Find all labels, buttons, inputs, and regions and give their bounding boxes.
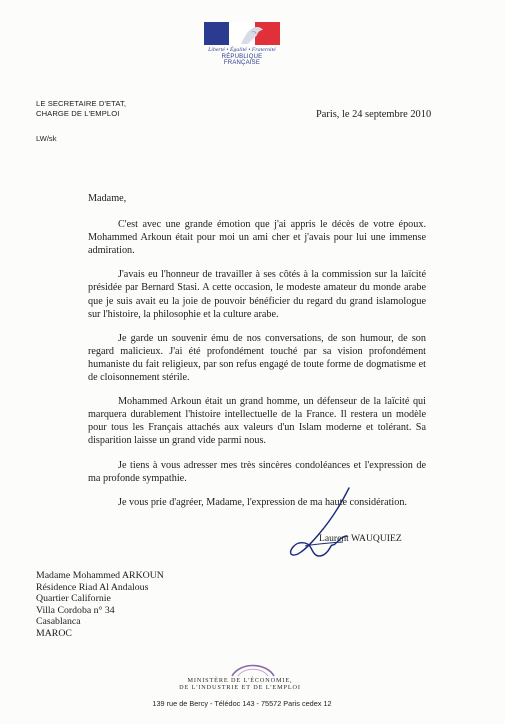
marianne-flag-icon — [204, 22, 280, 45]
republic-motto: Liberté • Égalité • Fraternité — [208, 47, 276, 53]
address-line: Villa Cordoba n° 34 — [36, 604, 115, 616]
sender-title-line2: CHARGE DE L'EMPLOI — [36, 109, 120, 118]
address-line: Casablanca — [36, 616, 81, 628]
republic-name: RÉPUBLIQUE FRANÇAISE — [221, 54, 263, 66]
sender-title-line1: LE SECRETAIRE D'ETAT, — [36, 99, 127, 108]
ministry-name — [150, 677, 330, 691]
ministry-address: 139 rue de Bercy - Télédoc 143 - 75572 Paris cedex 12 — [152, 699, 332, 708]
salutation: Madame, — [88, 193, 127, 204]
paragraph: C'est avec une grande émotion que j'ai appris le décès de votre époux. Mohammed Arkoun était pour moi un ami cher et j'avais pour lui une immense admiration. — [88, 219, 426, 257]
reference-code: LW/sk — [36, 134, 57, 143]
paragraph: Mohammed Arkoun était un grand homme, un défenseur de la laïcité qui marquera durablement l'histoire intellectuelle de la France. Il restera un modèle pour tous les Français attachés aux valeurs d'un Islam moderne et tolérant. Sa disparition laisse un grand vide parmi nous. — [88, 396, 426, 447]
ministry-arc-icon — [230, 659, 276, 677]
republic-logo — [204, 22, 280, 66]
address-line: Madame Mohammed ARKOUN — [36, 570, 164, 581]
sender-block — [36, 99, 126, 119]
signatory-name: Laurent WAUQUIEZ — [319, 533, 402, 544]
address-line: MAROC — [36, 627, 72, 639]
recipient-address — [36, 570, 164, 640]
paragraph: Je tiens à vous adresser mes très sincères condoléances et l'expression de ma profonde sympathie. — [88, 459, 426, 484]
ministry-line2: DE L'INDUSTRIE ET DE L'EMPLOI — [179, 684, 301, 691]
ministry-line1: MINISTÈRE DE L'ÉCONOMIE, — [187, 677, 293, 684]
closing-paragraph: Je vous prie d'agréer, Madame, l'expression de ma haute considération. — [118, 496, 407, 508]
handwritten-signature — [285, 486, 365, 566]
address-line: Quartier Californie — [36, 593, 111, 605]
paragraph: J'avais eu l'honneur de travailler à ses côtés à la commission sur la laïcité présidée par Bernard Stasi. A cette occasion, le modeste amateur du monde arabe que je suis avait eu la joie de pouvoir bénéficier du regard du grand islamologue sur l'histoire, la philosophie et la culture arabe. — [88, 269, 426, 320]
letter-body — [88, 192, 426, 520]
paragraph: Je garde un souvenir ému de nos conversations, de son humour, de son regard malicieux. J'ai été profondément touché par sa vision profondément humaniste du fait religieux, par son refus engagé de toute forme de dogmatisme et de cloisonnement stérile. — [88, 332, 426, 384]
address-line: Résidence Riad Al Andalous — [36, 581, 149, 593]
letter-date: Paris, le 24 septembre 2010 — [316, 109, 432, 120]
